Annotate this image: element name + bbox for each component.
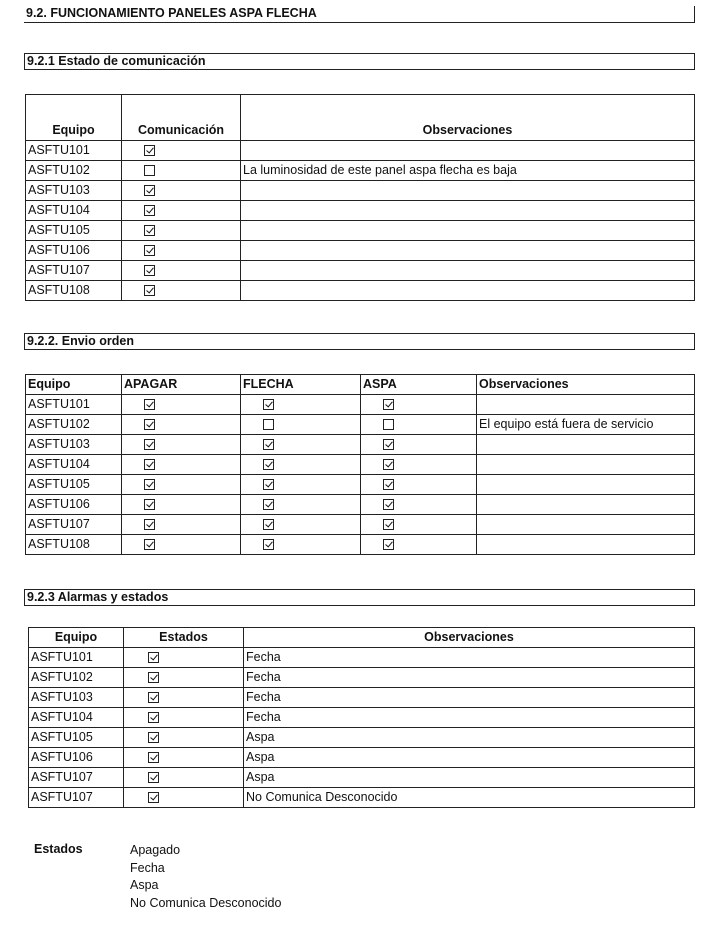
aspa-checkbox-checked[interactable] <box>383 399 394 410</box>
comunicacion-checkbox-cell <box>122 221 241 241</box>
equipo-cell: ASFTU103 <box>26 435 122 455</box>
observaciones-cell <box>477 475 695 495</box>
aspa-checkbox-checked[interactable] <box>383 519 394 530</box>
apagar-checkbox-checked[interactable] <box>144 459 155 470</box>
observaciones-cell <box>477 455 695 475</box>
column-header-observaciones: Observaciones <box>244 628 695 648</box>
equipo-cell: ASFTU102 <box>26 161 122 181</box>
observaciones-cell <box>477 515 695 535</box>
column-header-apagar: APAGAR <box>122 375 241 395</box>
aspa-checkbox-cell <box>361 415 477 435</box>
comunicacion-checkbox-unchecked[interactable] <box>144 165 155 176</box>
observaciones-cell <box>477 535 695 555</box>
comunicacion-checkbox-cell <box>122 141 241 161</box>
table-row <box>26 395 695 415</box>
aspa-checkbox-checked[interactable] <box>383 539 394 550</box>
aspa-checkbox-cell <box>361 535 477 555</box>
comunicacion-checkbox-cell <box>122 181 241 201</box>
equipo-cell: ASFTU103 <box>26 181 122 201</box>
observaciones-cell: El equipo está fuera de servicio <box>477 415 695 435</box>
aspa-checkbox-unchecked[interactable] <box>383 419 394 430</box>
observaciones-cell <box>241 241 695 261</box>
equipo-cell: ASFTU107 <box>29 768 124 788</box>
table-row <box>26 241 695 261</box>
estados-checkbox-cell <box>124 788 244 808</box>
table-row <box>29 708 695 728</box>
observaciones-cell <box>477 435 695 455</box>
aspa-checkbox-checked[interactable] <box>383 499 394 510</box>
observaciones-cell: La luminosidad de este panel aspa flecha es baja <box>241 161 695 181</box>
table-row <box>29 668 695 688</box>
apagar-checkbox-checked[interactable] <box>144 439 155 450</box>
equipo-cell: ASFTU105 <box>26 221 122 241</box>
flecha-checkbox-checked[interactable] <box>263 479 274 490</box>
legend-item: Aspa <box>130 878 159 892</box>
flecha-checkbox-cell <box>241 415 361 435</box>
apagar-checkbox-checked[interactable] <box>144 399 155 410</box>
equipo-cell: ASFTU101 <box>26 141 122 161</box>
observaciones-cell: Fecha <box>244 668 695 688</box>
envio-orden-table <box>25 374 695 555</box>
table-row <box>26 221 695 241</box>
aspa-checkbox-cell <box>361 495 477 515</box>
flecha-checkbox-checked[interactable] <box>263 519 274 530</box>
flecha-checkbox-cell <box>241 495 361 515</box>
estados-checkbox-checked[interactable] <box>148 772 159 783</box>
table-row <box>26 161 695 181</box>
observaciones-cell <box>241 261 695 281</box>
flecha-checkbox-cell <box>241 435 361 455</box>
column-header-observaciones: Observaciones <box>241 121 695 141</box>
legend-item: No Comunica Desconocido <box>130 895 282 910</box>
comunicacion-checkbox-cell <box>122 261 241 281</box>
legend-list <box>130 842 281 912</box>
table-row <box>26 435 695 455</box>
equipo-cell: ASFTU101 <box>26 395 122 415</box>
apagar-checkbox-cell <box>122 535 241 555</box>
estados-checkbox-checked[interactable] <box>148 672 159 683</box>
table-row <box>26 415 695 435</box>
apagar-checkbox-checked[interactable] <box>144 419 155 430</box>
table-row <box>26 141 695 161</box>
column-header-estados: Estados <box>124 628 244 648</box>
apagar-checkbox-checked[interactable] <box>144 519 155 530</box>
comunicacion-checkbox-checked[interactable] <box>144 205 155 216</box>
table-row <box>26 455 695 475</box>
comunicacion-checkbox-cell <box>122 241 241 261</box>
equipo-cell: ASFTU106 <box>26 241 122 261</box>
estados-checkbox-cell <box>124 688 244 708</box>
estados-checkbox-cell <box>124 668 244 688</box>
estados-checkbox-checked[interactable] <box>148 752 159 763</box>
equipo-cell: ASFTU102 <box>26 415 122 435</box>
apagar-checkbox-cell <box>122 455 241 475</box>
aspa-checkbox-cell <box>361 475 477 495</box>
equipo-cell: ASFTU108 <box>26 535 122 555</box>
observaciones-cell <box>241 141 695 161</box>
apagar-checkbox-cell <box>122 415 241 435</box>
apagar-checkbox-checked[interactable] <box>144 479 155 490</box>
observaciones-cell: Aspa <box>244 728 695 748</box>
table-row <box>29 688 695 708</box>
table-row <box>26 515 695 535</box>
equipo-cell: ASFTU101 <box>29 648 124 668</box>
estados-checkbox-cell <box>124 768 244 788</box>
aspa-checkbox-cell <box>361 435 477 455</box>
subsection-title-comunicacion: 9.2.1 Estado de comunicación <box>24 53 695 70</box>
estados-checkbox-checked[interactable] <box>148 792 159 803</box>
table-row <box>29 728 695 748</box>
table-row <box>26 535 695 555</box>
column-header-equipo: Equipo <box>26 375 122 395</box>
equipo-cell: ASFTU106 <box>29 748 124 768</box>
estados-checkbox-checked[interactable] <box>148 652 159 663</box>
apagar-checkbox-cell <box>122 475 241 495</box>
equipo-cell: ASFTU104 <box>26 455 122 475</box>
apagar-checkbox-cell <box>122 515 241 535</box>
observaciones-cell <box>241 201 695 221</box>
flecha-checkbox-cell <box>241 515 361 535</box>
aspa-checkbox-cell <box>361 455 477 475</box>
apagar-checkbox-cell <box>122 435 241 455</box>
legend-item: Apagado <box>130 843 181 857</box>
equipo-cell: ASFTU104 <box>29 708 124 728</box>
column-header-equipo: Equipo <box>29 628 124 648</box>
observaciones-cell: Fecha <box>244 648 695 668</box>
equipo-cell: ASFTU103 <box>29 688 124 708</box>
equipo-cell: ASFTU107 <box>29 788 124 808</box>
observaciones-cell <box>477 395 695 415</box>
equipo-cell: ASFTU107 <box>26 515 122 535</box>
legend-label: Estados <box>34 842 83 856</box>
observaciones-cell: Fecha <box>244 708 695 728</box>
section-title-funcionamiento: 9.2. FUNCIONAMIENTO PANELES ASPA FLECHA <box>24 6 695 23</box>
legend-item: Fecha <box>130 860 165 875</box>
observaciones-cell: Aspa <box>244 748 695 768</box>
aspa-checkbox-checked[interactable] <box>383 459 394 470</box>
table-row <box>26 201 695 221</box>
apagar-checkbox-cell <box>122 395 241 415</box>
estados-checkbox-cell <box>124 728 244 748</box>
column-header-comunicacion: Comunicación <box>122 121 241 141</box>
flecha-checkbox-unchecked[interactable] <box>263 419 274 430</box>
flecha-checkbox-checked[interactable] <box>263 459 274 470</box>
table-row <box>29 768 695 788</box>
estados-checkbox-checked[interactable] <box>148 732 159 743</box>
column-header-equipo: Equipo <box>26 121 122 141</box>
subsection-title-alarmas: 9.2.3 Alarmas y estados <box>24 589 695 606</box>
aspa-checkbox-cell <box>361 395 477 415</box>
flecha-checkbox-checked[interactable] <box>263 539 274 550</box>
estados-checkbox-cell <box>124 648 244 668</box>
equipo-cell: ASFTU105 <box>29 728 124 748</box>
flecha-checkbox-cell <box>241 535 361 555</box>
table-row <box>29 748 695 768</box>
aspa-checkbox-cell <box>361 515 477 535</box>
equipo-cell: ASFTU105 <box>26 475 122 495</box>
flecha-checkbox-checked[interactable] <box>263 499 274 510</box>
comunicacion-checkbox-checked[interactable] <box>144 245 155 256</box>
equipo-cell: ASFTU104 <box>26 201 122 221</box>
observaciones-cell: Fecha <box>244 688 695 708</box>
alarmas-table <box>28 627 695 808</box>
equipo-cell: ASFTU108 <box>26 281 122 301</box>
comunicacion-checkbox-cell <box>122 201 241 221</box>
equipo-cell: ASFTU106 <box>26 495 122 515</box>
table-row <box>29 788 695 808</box>
aspa-checkbox-checked[interactable] <box>383 439 394 450</box>
aspa-checkbox-checked[interactable] <box>383 479 394 490</box>
comunicacion-checkbox-cell <box>122 161 241 181</box>
comunicacion-checkbox-checked[interactable] <box>144 225 155 236</box>
column-header-aspa: ASPA <box>361 375 477 395</box>
observaciones-cell: Aspa <box>244 768 695 788</box>
observaciones-cell <box>241 181 695 201</box>
flecha-checkbox-checked[interactable] <box>263 439 274 450</box>
comunicacion-table <box>25 94 695 301</box>
table-row <box>26 495 695 515</box>
estados-checkbox-cell <box>124 748 244 768</box>
comunicacion-checkbox-cell <box>122 281 241 301</box>
observaciones-cell <box>241 221 695 241</box>
estados-checkbox-checked[interactable] <box>148 692 159 703</box>
estados-checkbox-checked[interactable] <box>148 712 159 723</box>
flecha-checkbox-cell <box>241 475 361 495</box>
comunicacion-checkbox-checked[interactable] <box>144 185 155 196</box>
observaciones-cell <box>241 281 695 301</box>
observaciones-cell <box>477 495 695 515</box>
table-row <box>29 648 695 668</box>
equipo-cell: ASFTU102 <box>29 668 124 688</box>
table-row <box>26 261 695 281</box>
column-header-flecha: FLECHA <box>241 375 361 395</box>
apagar-checkbox-checked[interactable] <box>144 499 155 510</box>
apagar-checkbox-cell <box>122 495 241 515</box>
flecha-checkbox-cell <box>241 395 361 415</box>
comunicacion-checkbox-checked[interactable] <box>144 285 155 296</box>
apagar-checkbox-checked[interactable] <box>144 539 155 550</box>
comunicacion-checkbox-checked[interactable] <box>144 145 155 156</box>
equipo-cell: ASFTU107 <box>26 261 122 281</box>
flecha-checkbox-cell <box>241 455 361 475</box>
table-row <box>26 181 695 201</box>
observaciones-cell: No Comunica Desconocido <box>244 788 695 808</box>
table-row <box>26 475 695 495</box>
comunicacion-checkbox-checked[interactable] <box>144 265 155 276</box>
estados-checkbox-cell <box>124 708 244 728</box>
column-header-observaciones: Observaciones <box>477 375 695 395</box>
table-row <box>26 281 695 301</box>
subsection-title-envio-orden: 9.2.2. Envio orden <box>24 333 695 350</box>
flecha-checkbox-checked[interactable] <box>263 399 274 410</box>
